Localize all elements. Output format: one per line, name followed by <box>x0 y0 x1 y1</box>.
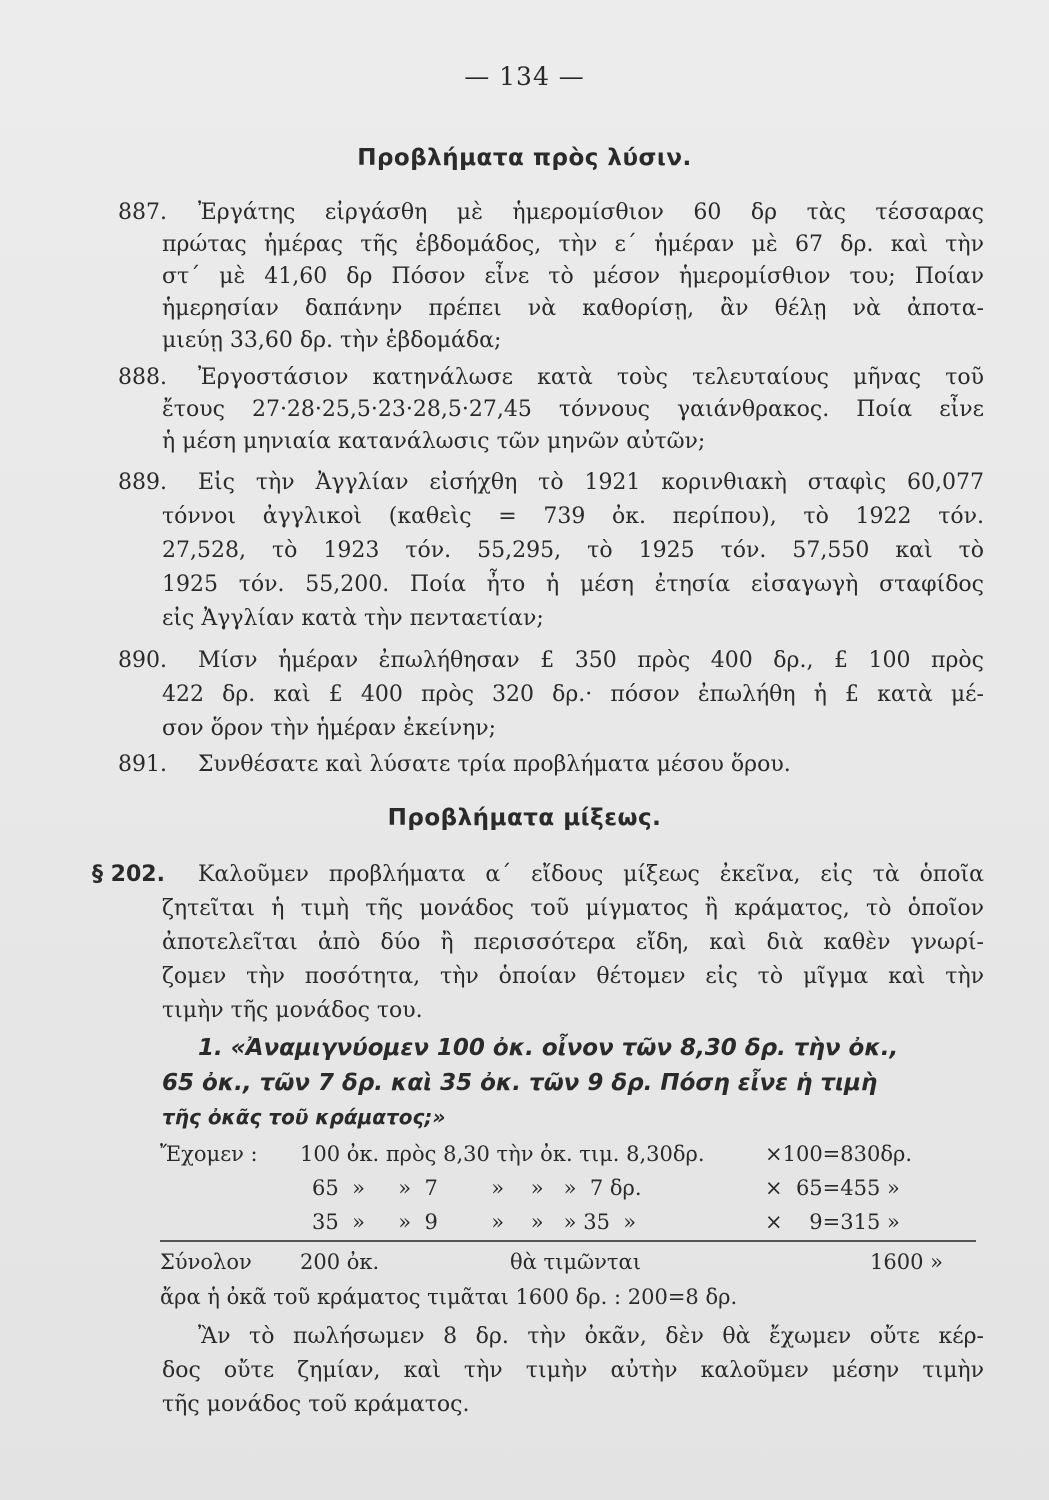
total-value: 1600 » <box>870 1250 943 1274</box>
heading-problems-to-solve: Προβλήματα πρὸς λύσιν. <box>357 145 692 171</box>
problem-line: Μίσν ἡμέραν ἐπωλήθησαν £ 350 πρὸς 400 δρ., £ 100 πρὸς <box>198 648 984 673</box>
section-line: ζητεῖται ἡ τιμὴ τῆς μονάδος τοῦ μίγματος ἢ κράματος, τὸ ὁποῖον <box>162 896 984 921</box>
calc-row-qty: 65 » » 7 » » » 7 δρ. <box>312 1176 642 1200</box>
problem-line: στ΄ μὲ 41,60 δρ Πόσον εἶνε τὸ μέσον ἡμερομίσθιον του; Ποίαν <box>162 264 984 289</box>
closing-line: δος οὔτε ζημίαν, καὶ τὴν τιμὴν αὐτὴν καλοῦμεν μέσην τιμὴν <box>162 1358 984 1383</box>
closing-line: Ἂν τὸ πωλήσωμεν 8 δρ. τὴν ὀκᾶν, δὲν θὰ ἔχωμεν οὔτε κέρ- <box>198 1324 984 1349</box>
total-qty: 200 ὀκ. <box>300 1250 380 1274</box>
total-label: Σύνολον <box>160 1250 252 1274</box>
heading-mixture-problems: Προβλήματα μίξεως. <box>387 805 662 831</box>
problem-number: 891. <box>118 752 167 777</box>
problem-line: πρώτας ἡμέρας τῆς ἑβδομάδος, τὴν ε΄ ἡμέραν μὲ 67 δρ. καὶ τὴν <box>162 232 984 257</box>
section-line: ἀποτελεῖται ἀπὸ δύο ἢ περισσότερα εἴδη, καὶ διὰ καθὲν γνωρί- <box>162 930 984 955</box>
problem-line: Συνθέσατε καὶ λύσατε τρία προβλήματα μέσου ὅρου. <box>198 752 791 777</box>
calc-row-qty: 100 ὀκ. πρὸς 8,30 τὴν ὀκ. τιμ. 8,30δρ. <box>300 1142 705 1166</box>
problem-number: 889. <box>118 470 167 495</box>
section-line: τιμὴν τῆς μονάδος του. <box>162 998 423 1023</box>
section-line: ζομεν τὴν ποσότητα, τὴν ὁποίαν θέτομεν εἰς τὸ μῖγμα καὶ τὴν <box>162 964 984 989</box>
problem-line: Ἐργάτης εἰργάσθη μὲ ἡμερομίσθιον 60 δρ τὰς τέσσαρας <box>198 200 984 225</box>
problem-number: 887. <box>118 200 167 225</box>
problem-line: Εἰς τὴν Ἀγγλίαν εἰσήχθη τὸ 1921 κορινθιακὴ σταφὶς 60,077 <box>198 470 984 495</box>
problem-line: 422 δρ. καὶ £ 400 πρὸς 320 δρ.· πόσον ἐπωλήθη ἡ £ κατὰ μέ- <box>162 682 984 707</box>
sum-rule <box>160 1240 976 1242</box>
problem-line: 1925 τόν. 55,200. Ποία ἦτο ἡ μέση ἐτησία εἰσαγωγὴ σταφίδος <box>162 572 984 597</box>
problem-line: ἔτους 27·28·25,5·23·28,5·27,45 τόννους γαιάνθρακος. Ποία εἶνε <box>162 397 984 422</box>
problem-number: 890. <box>118 648 167 673</box>
example-line: 1. «Ἀναμιγνύομεν 100 ὀκ. οἶνον τῶν 8,30 δρ. τὴν ὀκ., <box>198 1035 899 1061</box>
problem-line: ἡμερησίαν δαπάνην πρέπει νὰ καθορίσῃ, ἂν θέλῃ νὰ ἀποτα- <box>162 296 984 321</box>
closing-line: τῆς μονάδος τοῦ κράματος. <box>162 1392 470 1417</box>
page-number: — 134 — <box>464 62 585 91</box>
calc-row-qty: 35 » » 9 » » » 35 » <box>312 1210 637 1234</box>
problem-line: σον ὅρον τὴν ἡμέραν ἐκείνην; <box>162 716 497 741</box>
calc-row-mult: × 65=455 » <box>765 1176 900 1200</box>
section-label: § 202. <box>92 862 165 887</box>
section-line: Καλοῦμεν προβλήματα α΄ εἴδους μίξεως ἐκεῖνα, εἰς τὰ ὁποῖα <box>198 862 984 887</box>
problem-number: 888. <box>118 365 167 390</box>
result-line: ἄρα ἡ ὀκᾶ τοῦ κράματος τιμᾶται 1600 δρ. : 200=8 δρ. <box>160 1285 738 1309</box>
calc-row-mult: × 9=315 » <box>765 1210 900 1234</box>
problem-line: εἰς Ἀγγλίαν κατὰ τὴν πενταετίαν; <box>162 606 544 631</box>
problem-line: 27,528, τὸ 1923 τόν. 55,295, τὸ 1925 τόν. 57,550 καὶ τὸ <box>162 538 984 563</box>
problem-line: τόννοι ἀγγλικοὶ (καθεὶς = 739 ὀκ. περίπου), τὸ 1922 τόν. <box>162 504 984 529</box>
problem-line: ἡ μέση μηνιαία κατανάλωσις τῶν μηνῶν αὐτῶν; <box>162 429 706 454</box>
example-line: 65 ὀκ., τῶν 7 δρ. καὶ 35 ὀκ. τῶν 9 δρ. Πόση εἶνε ἡ τιμὴ <box>162 1070 878 1096</box>
calc-label: Ἔχομεν : <box>160 1142 258 1166</box>
example-line: τῆς ὀκᾶς τοῦ κράματος;» <box>162 1105 446 1129</box>
problem-line: μιεύῃ 33,60 δρ. τὴν ἑβδομάδα; <box>162 328 502 353</box>
calc-row-mult: ×100=830δρ. <box>765 1142 913 1166</box>
total-text: θὰ τιμῶνται <box>510 1250 641 1274</box>
problem-line: Ἐργοστάσιον κατηνάλωσε κατὰ τοὺς τελευταίους μῆνας τοῦ <box>198 365 984 390</box>
